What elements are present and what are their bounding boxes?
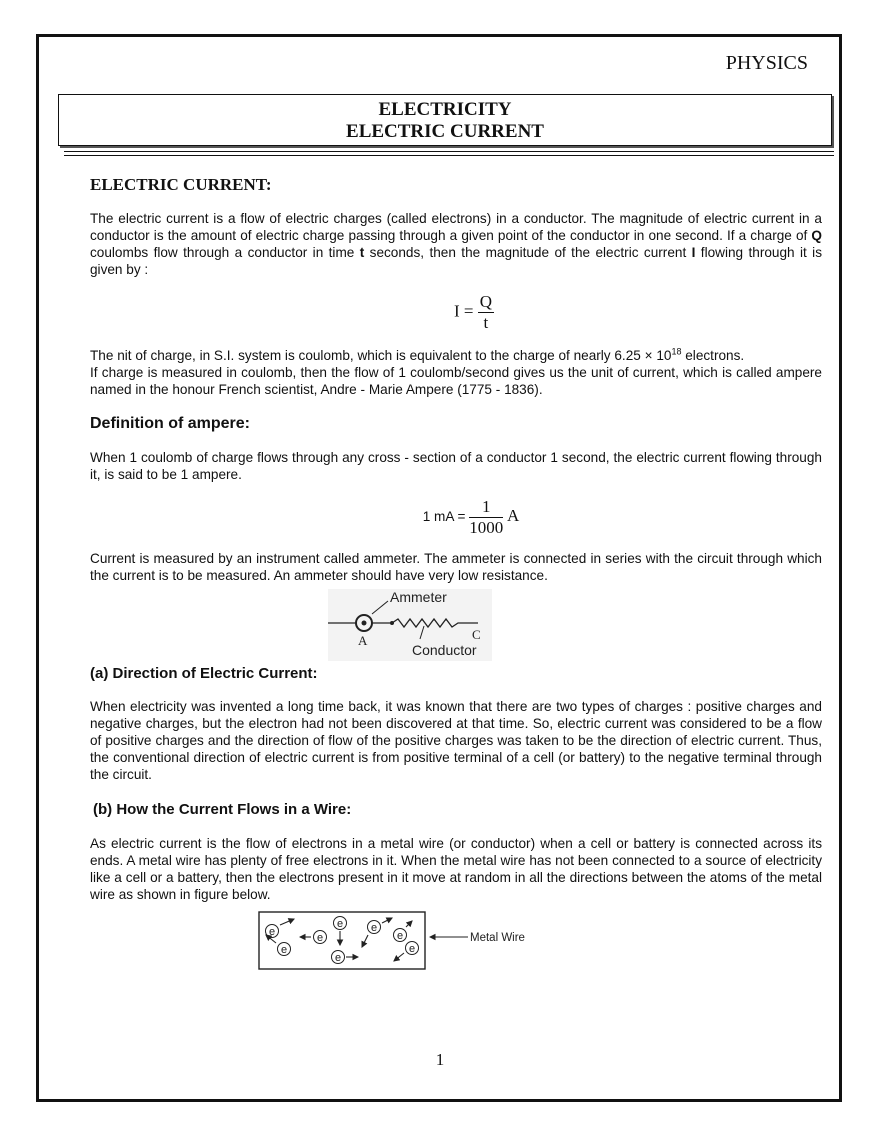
electron-4 (334, 917, 347, 931)
electron-7 (394, 929, 407, 943)
metal-wire-label: Metal Wire (470, 932, 525, 944)
paragraph-electric-current-1: The electric current is a flow of electric charges (called electrons) in a conductor. The magnitude of electric current in a conductor is the amount of electric charge passing through a given point of the conductor in one second. If a charge of Q coulombs flow through a conductor in time t seconds, then the magnitude of the electric current I flowing through it is given by : (90, 211, 823, 277)
electron-8 (406, 942, 419, 956)
svg-text:e: e (280, 944, 288, 956)
formula-ma-denominator: 1000 (469, 518, 504, 537)
paragraph-ampere-origin: If charge is measured in coulomb, then the flow of 1 coulomb/second gives us the unit of current, which is called ampere named in the honour French scientist, Andre - Marie Ampere (1775 - 1836). (90, 365, 822, 397)
metal-wire-figure (258, 911, 528, 971)
ammeter-center (362, 621, 367, 626)
point-a-label: A (358, 633, 368, 648)
svg-text:e: e (316, 932, 324, 944)
conductor-label: Conductor (412, 642, 477, 658)
formula-ma-lhs: 1 mA = (422, 509, 466, 525)
ammeter-label: Ammeter (390, 589, 447, 605)
heading-electric-current: ELECTRIC CURRENT: (90, 175, 272, 194)
svg-text:e: e (268, 926, 276, 938)
formula-ma-fraction (469, 497, 503, 538)
svg-text:e: e (370, 922, 378, 934)
electron-2 (278, 943, 291, 957)
paragraph-charge-unit: The nit of charge, in S.I. system is coulomb, which is equivalent to the charge of nearly $6.25 \times 10^{18}$ electrons. (90, 346, 745, 363)
formula-ma-unit: A (506, 506, 520, 526)
arrow-7 (382, 918, 392, 923)
arrow-6 (362, 935, 368, 947)
title-rule-1 (64, 151, 834, 152)
svg-text:e: e (336, 918, 344, 930)
title-line-2: ELECTRIC CURRENT (346, 121, 544, 142)
heading-direction: (a) Direction of Electric Current: (90, 665, 318, 682)
formula-current-fraction (478, 292, 494, 333)
subject-label: PHYSICS (725, 52, 808, 74)
content (90, 176, 822, 971)
paragraph-wire: As electric current is the flow of electrons in a metal wire (or conductor) when a cell or battery is connected across its ends. A metal wire has plenty of free electrons in it. When the metal wire has not been connected to a source of electricity like a cell or a battery, then the electrons present in it move at random in all the directions between the atoms of the metal wire as shown in figure below. (90, 836, 822, 902)
point-c-label: C (472, 627, 481, 642)
electron-3 (314, 931, 327, 945)
electron-6 (368, 921, 381, 935)
electron-5 (332, 951, 345, 965)
svg-text:e: e (396, 930, 404, 942)
electron-arrows (266, 918, 468, 961)
title-box (58, 94, 832, 146)
paragraph-direction: When electricity was invented a long time back, it was known that there are two types of charges : positive charges and negative charges, but the electron had not been discovered at that time. So, electric current was considered to be a flow of positive charges and the direction of flow of the positive charges was taken to be the direction of electric current. Thus, the conventional direction of electric current is from positive terminal of a cell (or battery) to the negative terminal through the circuit. (90, 699, 822, 782)
ammeter-figure (328, 589, 492, 661)
formula-current-lhs: I = (453, 301, 474, 321)
arrow-1 (280, 919, 294, 925)
formula-milliampere (90, 497, 822, 538)
paragraph-definition-ampere: When 1 coulomb of charge flows through any cross - section of a conductor 1 second, the electric current flowing through it, is said to be 1 ampere. (90, 450, 822, 482)
title-rule-2 (64, 155, 834, 156)
formula-current-denominator: t (483, 313, 489, 332)
title-line-1: ELECTRICITY (378, 99, 512, 120)
formula-current (90, 292, 822, 333)
page-number: 1 (435, 1050, 445, 1069)
arrow-9 (394, 953, 404, 961)
paragraph-ammeter: Current is measured by an instrument called ammeter. The ammeter is connected in series with the circuit through which the current is to be measured. An ammeter should have very low resistance. (90, 551, 822, 583)
formula-ma-numerator: 1 (469, 497, 503, 518)
heading-definition-ampere: Definition of ampere: (90, 415, 251, 432)
formula-current-numerator: Q (479, 292, 493, 311)
svg-text:e: e (408, 943, 416, 955)
heading-wire: (b) How the Current Flows in a Wire: (93, 801, 352, 818)
svg-text:e: e (334, 952, 342, 964)
arrow-8 (406, 921, 412, 927)
